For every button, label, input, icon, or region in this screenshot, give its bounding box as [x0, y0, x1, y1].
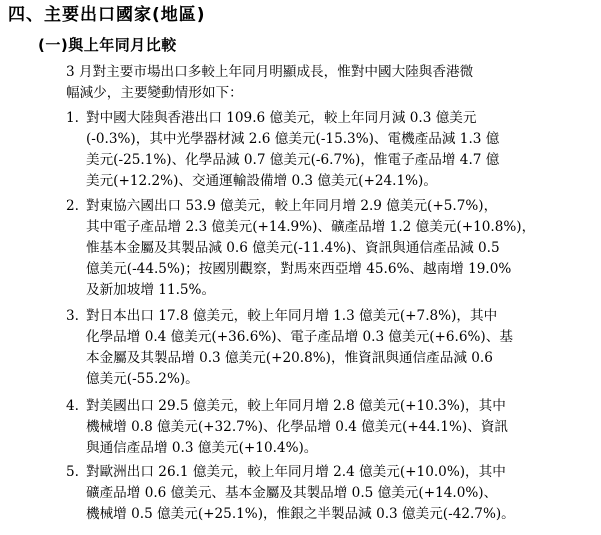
- list-item-line: 對美國出口 29.5 億美元，較上年同月增 2.8 億美元(+10.3%)，其中: [86, 398, 506, 414]
- list-item-line: 億美元(-44.5%)；按國別觀察，對馬來西亞增 45.6%、越南增 19.0%: [86, 261, 512, 277]
- list-item-number: 3.: [66, 308, 79, 324]
- list-item-number: 5.: [66, 464, 79, 480]
- intro-line: 3 月對主要市場出口多較上年同月明顯成長，惟對中國大陸與香港微: [66, 64, 474, 80]
- list-item-line: (-0.3%)，其中光學器材減 2.6 億美元(-15.3%)、電機產品減 1.3 億: [86, 131, 500, 147]
- list-item-line: 及新加坡增 11.5%。: [86, 282, 216, 298]
- list-item-line: 美元(-25.1%)、化學品減 0.7 億美元(-6.7%)，惟電子產品增 4.7 億: [86, 152, 500, 168]
- list-item-line: 機械增 0.8 億美元(+32.7%)、化學品增 0.4 億美元(+44.1%)、資訊: [86, 419, 508, 435]
- list-item-line: 對歐洲出口 26.1 億美元，較上年同月增 2.4 億美元(+10.0%)，其中: [86, 464, 506, 480]
- list-item-line: 對中國大陸與香港出口 109.6 億美元，較上年同月減 0.3 億美元: [86, 110, 477, 126]
- list-item-line: 億美元(-55.2%)。: [86, 371, 199, 387]
- list-item-number: 4.: [66, 398, 79, 414]
- list-item-text: [86, 196, 576, 301]
- list-item-line: 惟基本金屬及其製品減 0.6 億美元(-11.4%)、資訊與通信產品減 0.5: [86, 240, 500, 256]
- intro-line: 幅減少，主要變動情形如下：: [66, 85, 243, 101]
- section-title: 四、主要出口國家(地區): [8, 5, 206, 25]
- list-item-line: 美元(+12.2%)、交通運輸設備增 0.3 億美元(+24.1%)。: [86, 173, 437, 189]
- list-item-line: 與通信產品增 0.3 億美元(+10.4%)。: [86, 440, 318, 456]
- list-item-text: [86, 462, 576, 525]
- list-item-line: 化學品增 0.4 億美元(+36.6%)、電子產品增 0.3 億美元(+6.6%)、基: [86, 329, 513, 345]
- list-item-text: [86, 108, 576, 192]
- list-item-line: 機械增 0.5 億美元(+25.1%)，惟銀之半製品減 0.3 億美元(-42.7%)。: [86, 506, 515, 522]
- list-item-line: 對日本出口 17.8 億美元，較上年同月增 1.3 億美元(+7.8%)，其中: [86, 308, 498, 324]
- list-item-line: 對東協六國出口 53.9 億美元，較上年同月增 2.9 億美元(+5.7%)，: [86, 198, 498, 214]
- list-item-line: 本金屬及其製品增 0.3 億美元(+20.8%)，惟資訊與通信產品減 0.6: [86, 350, 493, 366]
- subsection-title: (一)與上年同月比較: [38, 36, 177, 54]
- list-item-number: 1.: [66, 110, 79, 126]
- list-item-text: [86, 396, 576, 459]
- list-item-text: [86, 306, 576, 390]
- list-item-line: 其中電子產品增 2.3 億美元(+14.9%)、礦產品增 1.2 億美元(+10.8%)，: [86, 219, 536, 235]
- list-item-number: 2.: [66, 198, 79, 214]
- intro-paragraph: [66, 62, 566, 104]
- list-item-line: 礦產品增 0.6 億美元、基本金屬及其製品增 0.5 億美元(+14.0%)、: [86, 485, 498, 501]
